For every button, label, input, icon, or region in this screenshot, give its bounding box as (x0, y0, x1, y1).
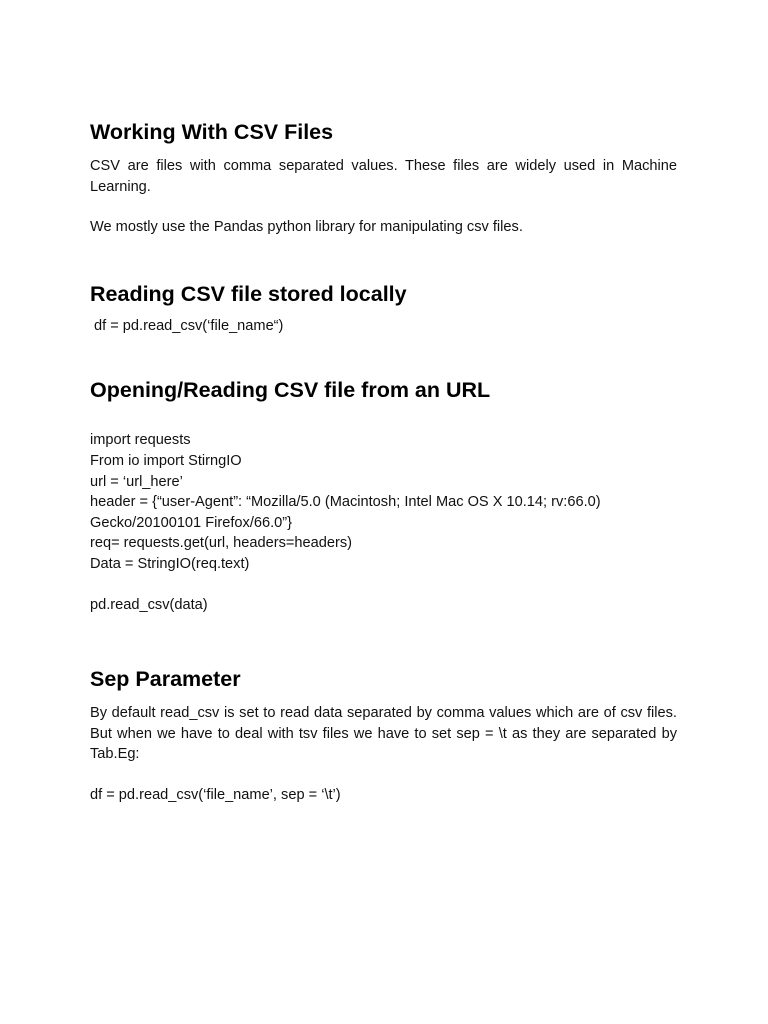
code-line-import-stringio: From io import StirngIO (90, 452, 242, 469)
code-line-read-local: df = pd.read_csv(‘file_name“) (94, 317, 284, 334)
paragraph-sep-explanation: By default read_csv is set to read data separated by comma values which are of csv files. But when we have to deal with tsv files we have to set sep = \t as they are separated by Tab.Eg: (90, 705, 677, 763)
section-heading-working-with-csv: Working With CSV Files (90, 120, 334, 144)
section-heading-reading-url: Opening/Reading CSV file from an URL (90, 378, 491, 403)
paragraph-pandas-usage: We mostly use the Pandas python library for manipulating csv files. (90, 219, 523, 236)
code-line-read-data: pd.read_csv(data) (90, 596, 208, 613)
section-heading-sep-parameter: Sep Parameter (90, 667, 241, 692)
code-block-url (90, 430, 677, 615)
code-line-data: Data = StringIO(req.text) (90, 555, 250, 572)
code-line-import-requests: import requests (90, 432, 191, 449)
document-content (90, 118, 677, 806)
code-line-request: req= requests.get(url, headers=headers) (90, 535, 353, 552)
section-heading-reading-local: Reading CSV file stored locally (90, 281, 407, 306)
code-line-header: header = {“user-Agent”: “Mozilla/5.0 (Macintosh; Intel Mac OS X 10.14; rv:66.0) Gecko/20100101 Firefox/66.0”} (90, 494, 605, 531)
paragraph-csv-intro: CSV are files with comma separated values. These files are widely used in Machine Learning. (90, 158, 677, 195)
code-line-url: url = ‘url_here’ (90, 473, 183, 490)
code-line-sep-example: df = pd.read_csv(‘file_name’, sep = ‘\t’) (90, 786, 341, 803)
